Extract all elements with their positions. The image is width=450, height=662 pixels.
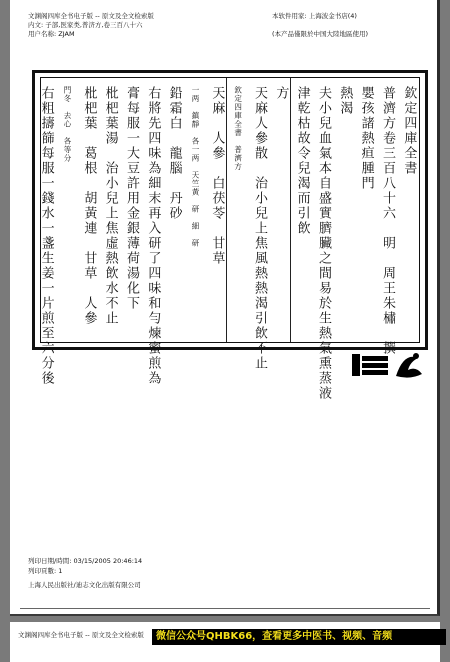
publisher-name: 上海人民出版社/迪志文化出版有限公司 xyxy=(28,581,141,589)
header-user-org: 本软件用家: 上海波金书店(4) xyxy=(272,12,357,20)
column-rule xyxy=(290,78,291,342)
book-frame xyxy=(32,70,428,401)
text-column: 欽定四庫全書 普濟方 xyxy=(233,86,243,171)
text-column: 一两 鎮靜 各一两 天竺黃 研 細 研 xyxy=(191,86,200,248)
text-column: 嬰孩諸熱疸腫門 xyxy=(358,86,374,191)
text-column: 津乾枯故令兒渴而引飲 xyxy=(294,86,310,236)
publisher-logo-icon xyxy=(352,350,426,380)
watermark-banner: 微信公众号QHBK66，查看更多中医书、视频、音频 xyxy=(152,629,446,645)
text-column: 枇杷葉湯 治小兒上焦虛熱飲水不止 xyxy=(102,86,118,326)
text-column: 天麻 人參 白茯苓 甘草 xyxy=(209,86,225,266)
book-text-area xyxy=(38,77,420,401)
text-column: 枇杷葉 葛根 胡黃連 甘草 人參 xyxy=(81,86,97,326)
text-column: 鉛霜白 龍腦 丹砂 xyxy=(166,86,182,221)
header-user: 用户名称: ZJAM xyxy=(28,30,75,38)
print-footer xyxy=(28,556,142,590)
text-column: 膏每服一大豆許用金銀薄荷湯化下 xyxy=(124,86,139,311)
text-column: 夫小兒血氣本自盛實臍臟之間易於生熱氣熏蒸液 xyxy=(316,86,331,401)
header-right xyxy=(272,12,368,39)
text-column: 右粗擣篩每服一錢水一盞生姜一片煎至六分後 xyxy=(38,86,54,386)
text-column: 熱渴 xyxy=(337,86,353,116)
text-column: 方 xyxy=(273,86,289,101)
header-content-path: 内文: 子部,医家类,普济方,卷三百八十六 xyxy=(28,21,143,29)
text-column: 門冬 去心 各等分 xyxy=(63,86,72,163)
text-column: 欽定四庫全書 xyxy=(401,86,417,176)
print-pages: 列印頁數: 1 xyxy=(28,567,63,575)
header-left xyxy=(28,12,154,39)
document-page xyxy=(10,0,440,616)
header-title: 文渊阁四库全书电子版 -- 原文及全文检索版 xyxy=(28,12,154,20)
header-notice: (本产品僅限於中国大陸地區使用) xyxy=(272,30,369,38)
print-date: 列印日期/時間: 03/15/2005 20:46:14 xyxy=(28,557,143,565)
text-column: 右將先四味為細末再入研了四味和勻煉蜜煎為 xyxy=(145,86,161,386)
next-page-header: 文渊阁四库全书电子版 -- 原文及全文检索版 xyxy=(18,631,144,639)
text-column: 天麻人參散 治小兒上焦風熱熱渴引飲不止 xyxy=(252,86,267,371)
footer-divider xyxy=(20,608,430,609)
text-column: 普濟方卷三百八十六 明 周王朱橚 撰 xyxy=(380,86,395,356)
